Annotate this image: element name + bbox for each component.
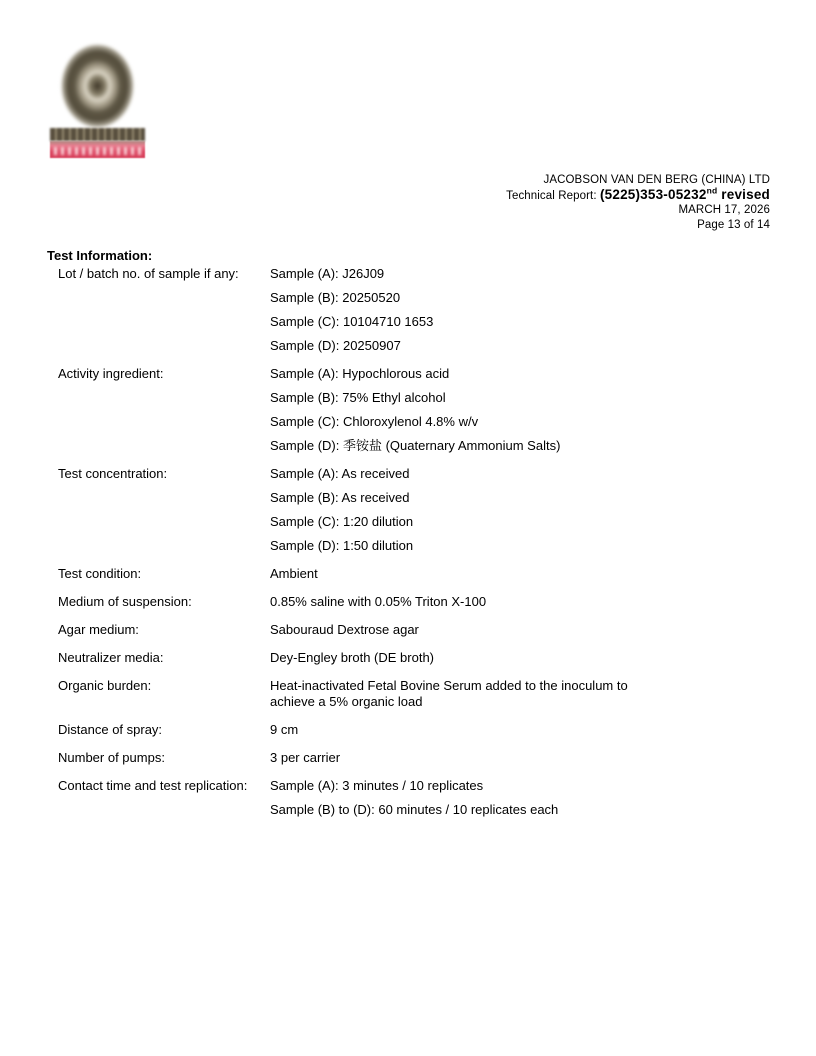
field-value: Sample (C): 10104710 1653 — [270, 314, 434, 329]
logo-text-band — [50, 128, 145, 141]
company-logo — [50, 42, 145, 158]
field-row — [58, 778, 758, 826]
report-label: Technical Report: — [506, 189, 600, 202]
company-name: JACOBSON VAN DEN BERG (CHINA) LTD — [543, 174, 770, 186]
field-label: Medium of suspension: — [58, 594, 192, 609]
report-number: (5225)353-05232nd revised — [599, 185, 770, 202]
section-title-test-information: Test Information: — [47, 248, 153, 263]
field-row — [58, 750, 758, 774]
field-row — [58, 366, 758, 462]
field-values — [270, 366, 652, 462]
field-label: Number of pumps: — [58, 750, 165, 765]
field-values — [270, 722, 652, 746]
field-label: Test condition: — [58, 566, 142, 581]
field-values — [270, 622, 652, 646]
logo-red-band — [50, 141, 145, 158]
field-value: Sample (A): As received — [270, 466, 410, 481]
field-value: Sample (B): 75% Ethyl alcohol — [270, 390, 446, 405]
field-label: Neutralizer media: — [58, 650, 164, 665]
field-label: Lot / batch no. of sample if any: — [58, 266, 239, 281]
field-values — [270, 678, 652, 718]
field-value: Heat-inactivated Fetal Bovine Serum added to the inoculum to achieve a 5% organic load — [270, 678, 628, 709]
field-value: Sample (B): 20250520 — [270, 290, 401, 305]
field-row — [58, 678, 758, 718]
field-value: Sample (D): 1:50 dilution — [270, 538, 414, 553]
field-value: Sample (D): 20250907 — [270, 338, 401, 353]
logo-emblem-icon — [61, 44, 134, 128]
field-value: Sample (B): As received — [270, 490, 410, 505]
field-value: Sample (B) to (D): 60 minutes / 10 replicates each — [270, 802, 559, 817]
field-value: Sample (C): Chloroxylenol 4.8% w/v — [270, 414, 479, 429]
report-date: MARCH 17, 2026 — [678, 204, 770, 217]
field-value: Ambient — [270, 566, 318, 581]
report-number-line — [506, 185, 770, 204]
field-row — [58, 622, 758, 646]
field-value: Sample (D): 季铵盐 (Quaternary Ammonium Salts) — [270, 438, 561, 453]
field-row — [58, 594, 758, 618]
field-value: Sample (A): Hypochlorous acid — [270, 366, 450, 381]
field-values — [270, 566, 652, 590]
field-label: Distance of spray: — [58, 722, 163, 737]
field-label: Test concentration: — [58, 466, 168, 481]
field-label: Agar medium: — [58, 622, 139, 637]
field-value: Sample (C): 1:20 dilution — [270, 514, 414, 529]
field-values — [270, 594, 652, 618]
field-label: Contact time and test replication: — [58, 778, 248, 793]
field-label: Activity ingredient: — [58, 366, 164, 381]
field-values — [270, 466, 652, 562]
field-row — [58, 266, 758, 362]
field-row — [58, 466, 758, 562]
report-header — [506, 173, 770, 233]
field-values — [270, 266, 652, 362]
report-ordinal-suffix: nd — [706, 185, 718, 196]
field-row — [58, 722, 758, 746]
field-value: 0.85% saline with 0.05% Triton X-100 — [270, 594, 487, 609]
field-value: 3 per carrier — [270, 750, 341, 765]
field-label: Organic burden: — [58, 678, 152, 693]
field-value: Dey-Engley broth (DE broth) — [270, 650, 435, 665]
test-information-table — [58, 266, 758, 830]
page-number: Page 13 of 14 — [697, 219, 770, 232]
field-value: Sample (A): 3 minutes / 10 replicates — [270, 778, 484, 793]
field-values — [270, 650, 652, 674]
field-row — [58, 650, 758, 674]
field-values — [270, 778, 652, 826]
field-value: Sample (A): J26J09 — [270, 266, 385, 281]
field-value: 9 cm — [270, 722, 299, 737]
field-value: Sabouraud Dextrose agar — [270, 622, 419, 637]
field-values — [270, 750, 652, 774]
field-row — [58, 566, 758, 590]
